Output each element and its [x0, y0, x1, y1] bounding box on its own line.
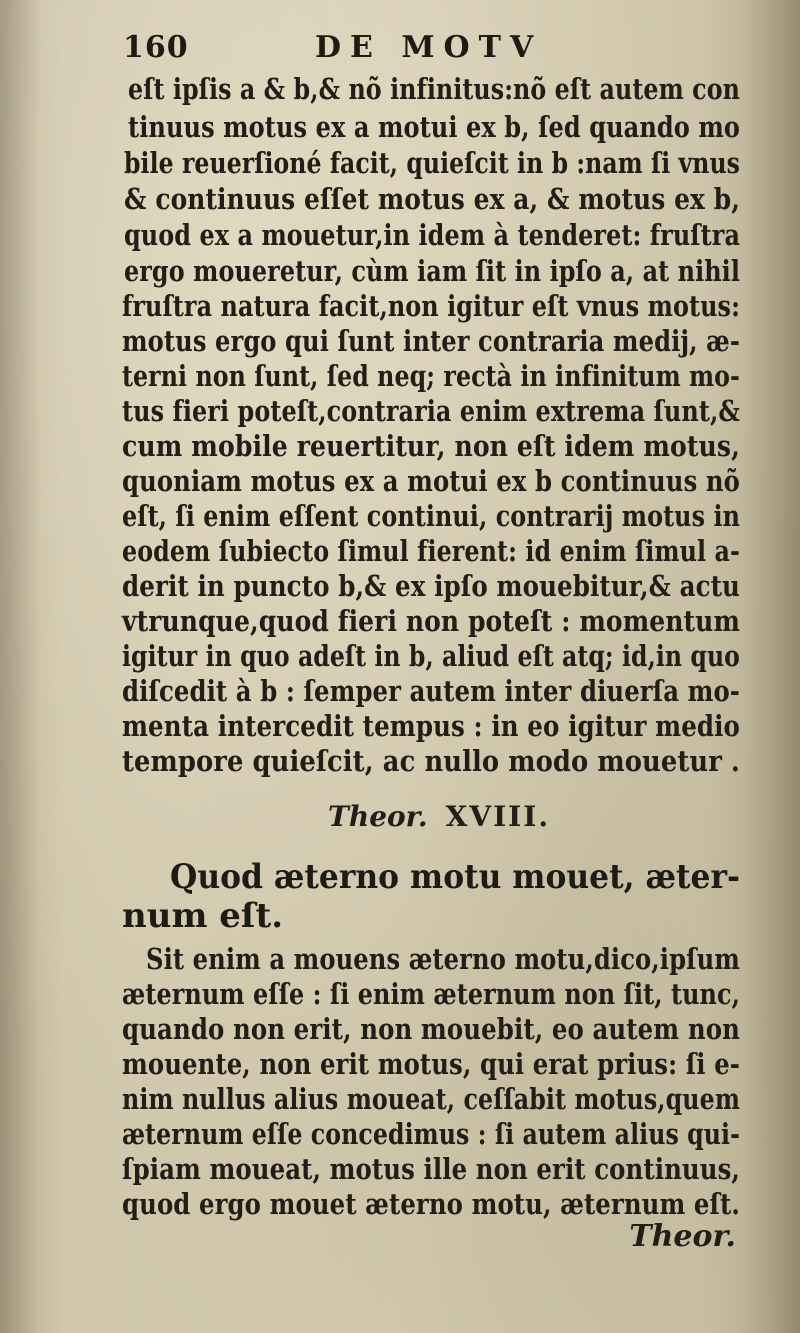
text-line: eodem ſubiecto ſimul fierent: id enim ſimul a-: [122, 534, 741, 568]
text-line: igitur in quo adeſt in b, aliud eſt atq; id,in quo: [122, 639, 740, 673]
page-header: [123, 30, 683, 70]
theorem-label: Theor.: [328, 800, 428, 833]
text-line: menta intercedit tempus : in eo igitur medio: [122, 709, 741, 743]
text-line: tempore quieſcit, ac nullo modo mouetur .: [122, 744, 741, 778]
text-line: fruſtra natura facit,non igitur eſt vnus motus:: [122, 289, 740, 323]
text-line: Sit enim a mouens æterno motu,dico,ipſum: [146, 942, 740, 976]
text-line: quando non erit, non mouebit, eo autem non: [122, 1012, 740, 1046]
text-line: & continuus eſſet motus ex a, & motus ex b,: [124, 182, 740, 216]
theorem-heading: [328, 800, 550, 833]
text-line: diſcedit à b : ſemper autem inter diuerſa mo-: [122, 674, 740, 708]
text-line: mouente, non erit motus, qui erat prius: ſi e-: [122, 1047, 740, 1081]
text-line: tus fieri poteſt,contraria enim extrema ſunt,&: [122, 394, 741, 428]
text-line: ergo moueretur, cùm iam ſit in ipſo a, at nihil: [124, 254, 740, 288]
page-number: 160: [123, 30, 189, 65]
text-line: nim nullus alius moueat, ceſſabit motus,quem: [122, 1082, 741, 1116]
theorem-numeral: XVIII.: [445, 800, 551, 833]
text-line: cum mobile reuertitur, non eſt idem motus,: [122, 429, 741, 463]
text-line: quoniam motus ex a motui ex b continuus nõ: [122, 464, 740, 498]
thesis-line: num eſt.: [122, 896, 284, 936]
text-line: tinuus motus ex a motui ex b, ſed quando mo: [128, 110, 741, 144]
thesis-line: Quod æterno motu mouet, æter-: [170, 857, 740, 897]
text-line: bile reuerſioné facit, quieſcit in b :nam ſi vnus: [124, 146, 741, 180]
text-line: ſpiam moueat, motus ille non erit continuus,: [122, 1152, 741, 1186]
text-line: eſt, ſi enim eſſent continui, contrarij motus in: [122, 499, 741, 533]
text-line: motus ergo qui ſunt inter contraria medij, æ-: [122, 324, 740, 358]
text-line: æternum eſſe : ſi enim æternum non ſit, tunc,: [122, 977, 740, 1011]
text-line: derit in puncto b,& ex ipſo mouebitur,& actu: [122, 569, 741, 603]
text-line: quod ex a mouetur,in idem à tenderet: fruſtra: [124, 218, 741, 252]
text-line: eſt ipſis a & b,& nõ infinitus:nõ eſt autem con: [128, 72, 740, 106]
running-title: DE MOTV: [315, 30, 543, 65]
text-line: æternum eſſe concedimus : ſi autem alius qui-: [122, 1117, 741, 1151]
catchword: Theor.: [629, 1219, 736, 1254]
text-line: vtrunque,quod fieri non poteſt : momentum: [122, 604, 741, 638]
text-line: quod ergo mouet æterno motu, æternum eſt.: [122, 1187, 740, 1221]
text-line: terni non ſunt, ſed neq; rectà in infinitum mo-: [122, 359, 740, 393]
